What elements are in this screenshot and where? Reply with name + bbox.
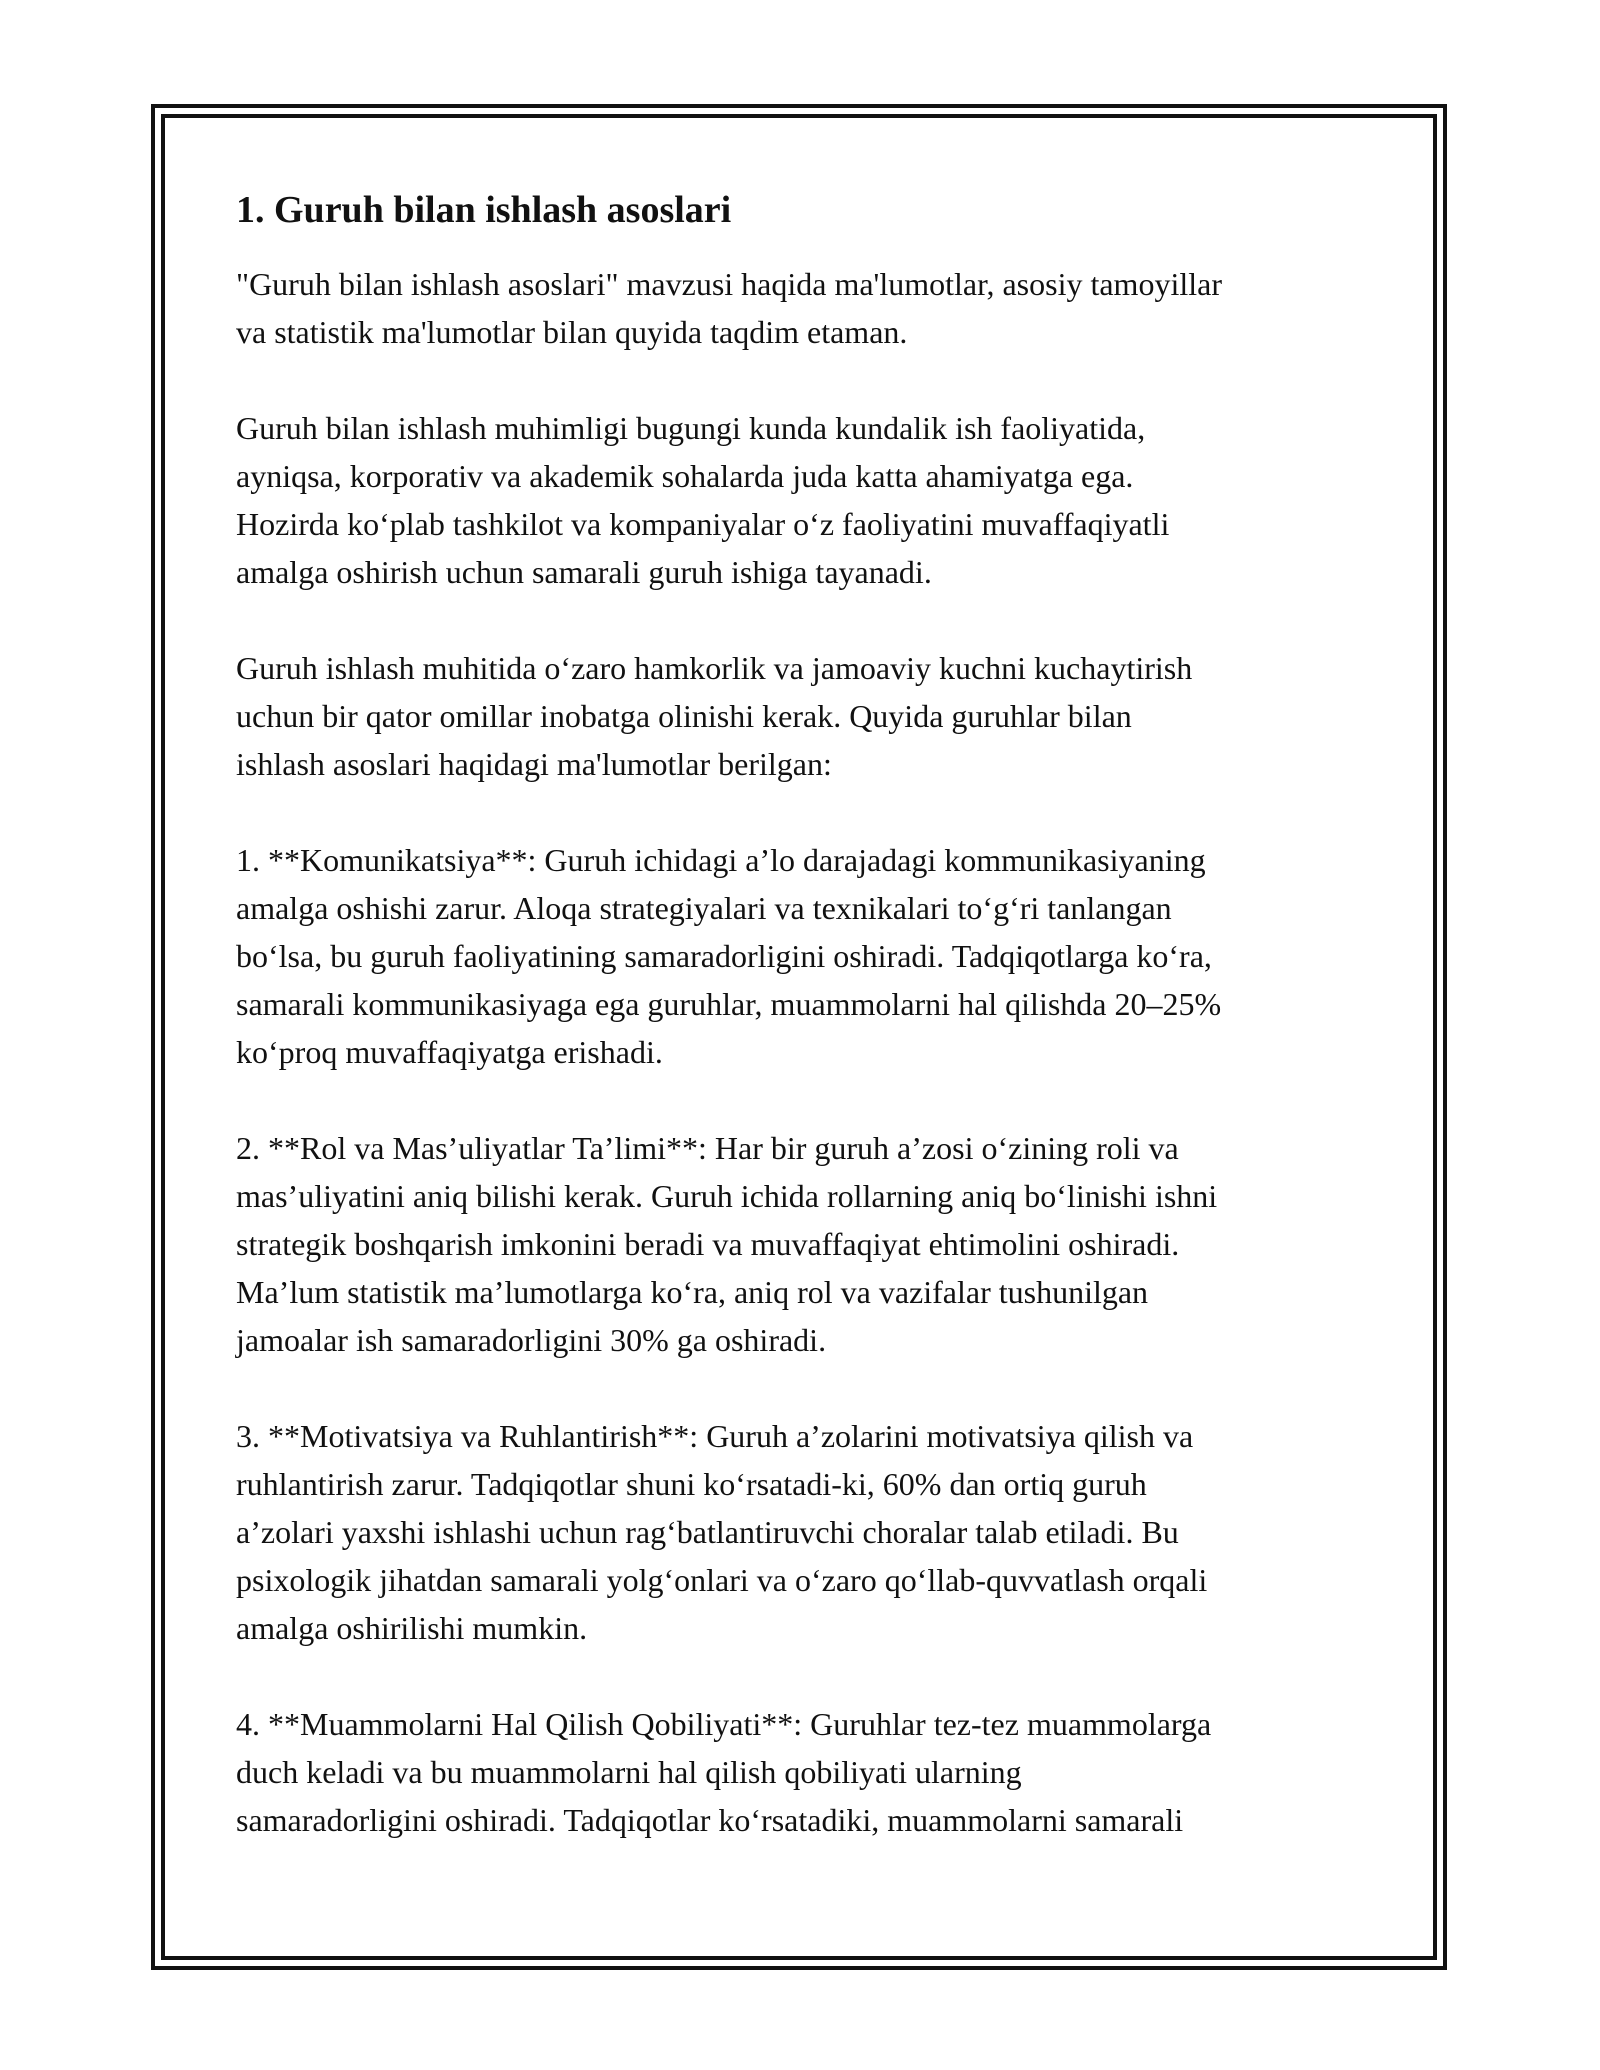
paragraph-importance bbox=[236, 404, 1376, 596]
text-line: ishlash asoslari haqidagi ma'lumotlar berilgan: bbox=[236, 746, 832, 782]
paragraph-intro bbox=[236, 260, 1376, 356]
text-line: Ma’lum statistik ma’lumotlarga ko‘ra, aniq rol va vazifalar tushunilgan bbox=[236, 1274, 1149, 1310]
text-line: jamoalar ish samaradorligini 30% ga oshiradi. bbox=[236, 1322, 827, 1358]
text-line: 1. **Komunikatsiya**: Guruh ichidagi a’lo darajadagi kommunikasiyaning bbox=[236, 842, 1206, 878]
text-line: "Guruh bilan ishlash asoslari" mavzusi haqida ma'lumotlar, asosiy tamoyillar bbox=[236, 266, 1222, 302]
text-line: amalga oshirish uchun samarali guruh ishiga tayanadi. bbox=[236, 554, 932, 590]
text-line: a’zolari yaxshi ishlashi uchun rag‘batlantiruvchi choralar talab etiladi. Bu bbox=[236, 1514, 1179, 1550]
text-line: psixologik jihatdan samarali yolg‘onlari va o‘zaro qo‘llab-quvvatlash orqali bbox=[236, 1562, 1208, 1598]
document-body bbox=[236, 186, 1376, 1844]
text-line: ko‘proq muvaffaqiyatga erishadi. bbox=[236, 1034, 663, 1070]
text-line: va statistik ma'lumotlar bilan quyida taqdim etaman. bbox=[236, 314, 908, 350]
text-line: Guruh ishlash muhitida o‘zaro hamkorlik va jamoaviy kuchni kuchaytirish bbox=[236, 650, 1193, 686]
paragraph-factors bbox=[236, 644, 1376, 788]
text-line: amalga oshishi zarur. Aloqa strategiyalari va texnikalari to‘g‘ri tanlangan bbox=[236, 890, 1172, 926]
list-item-motivation bbox=[236, 1412, 1376, 1652]
text-line: ayniqsa, korporativ va akademik sohalarda juda katta ahamiyatga ega. bbox=[236, 458, 1134, 494]
text-line: amalga oshirilishi mumkin. bbox=[236, 1610, 588, 1646]
text-line: mas’uliyatini aniq bilishi kerak. Guruh ichida rollarning aniq bo‘linishi ishni bbox=[236, 1178, 1218, 1214]
text-line: uchun bir qator omillar inobatga olinishi kerak. Quyida guruhlar bilan bbox=[236, 698, 1132, 734]
section-heading: 1. Guruh bilan ishlash asoslari bbox=[236, 189, 732, 231]
text-line: 3. **Motivatsiya va Ruhlantirish**: Guruh a’zolarini motivatsiya qilish va bbox=[236, 1418, 1194, 1454]
list-item-problem-solving bbox=[236, 1700, 1376, 1844]
list-item-roles bbox=[236, 1124, 1376, 1364]
text-line: Guruh bilan ishlash muhimligi bugungi kunda kundalik ish faoliyatida, bbox=[236, 410, 1146, 446]
text-line: ruhlantirish zarur. Tadqiqotlar shuni ko‘rsatadi-ki, 60% dan ortiq guruh bbox=[236, 1466, 1147, 1502]
text-line: bo‘lsa, bu guruh faoliyatining samaradorligini oshiradi. Tadqiqotlarga ko‘ra, bbox=[236, 938, 1212, 974]
text-line: duch keladi va bu muammolarni hal qilish qobiliyati ularning bbox=[236, 1754, 1022, 1790]
text-line: strategik boshqarish imkonini beradi va muvaffaqiyat ehtimolini oshiradi. bbox=[236, 1226, 1180, 1262]
list-item-communication bbox=[236, 836, 1376, 1076]
text-line: 4. **Muammolarni Hal Qilish Qobiliyati**: Guruhlar tez-tez muammolarga bbox=[236, 1706, 1212, 1742]
text-line: 2. **Rol va Mas’uliyatlar Ta’limi**: Har bir guruh a’zosi o‘zining roli va bbox=[236, 1130, 1179, 1166]
text-line: samarali kommunikasiyaga ega guruhlar, muammolarni hal qilishda 20–25% bbox=[236, 986, 1222, 1022]
text-line: Hozirda ko‘plab tashkilot va kompaniyalar o‘z faoliyatini muvaffaqiyatli bbox=[236, 506, 1170, 542]
text-line: samaradorligini oshiradi. Tadqiqotlar ko‘rsatadiki, muammolarni samarali bbox=[236, 1802, 1184, 1838]
